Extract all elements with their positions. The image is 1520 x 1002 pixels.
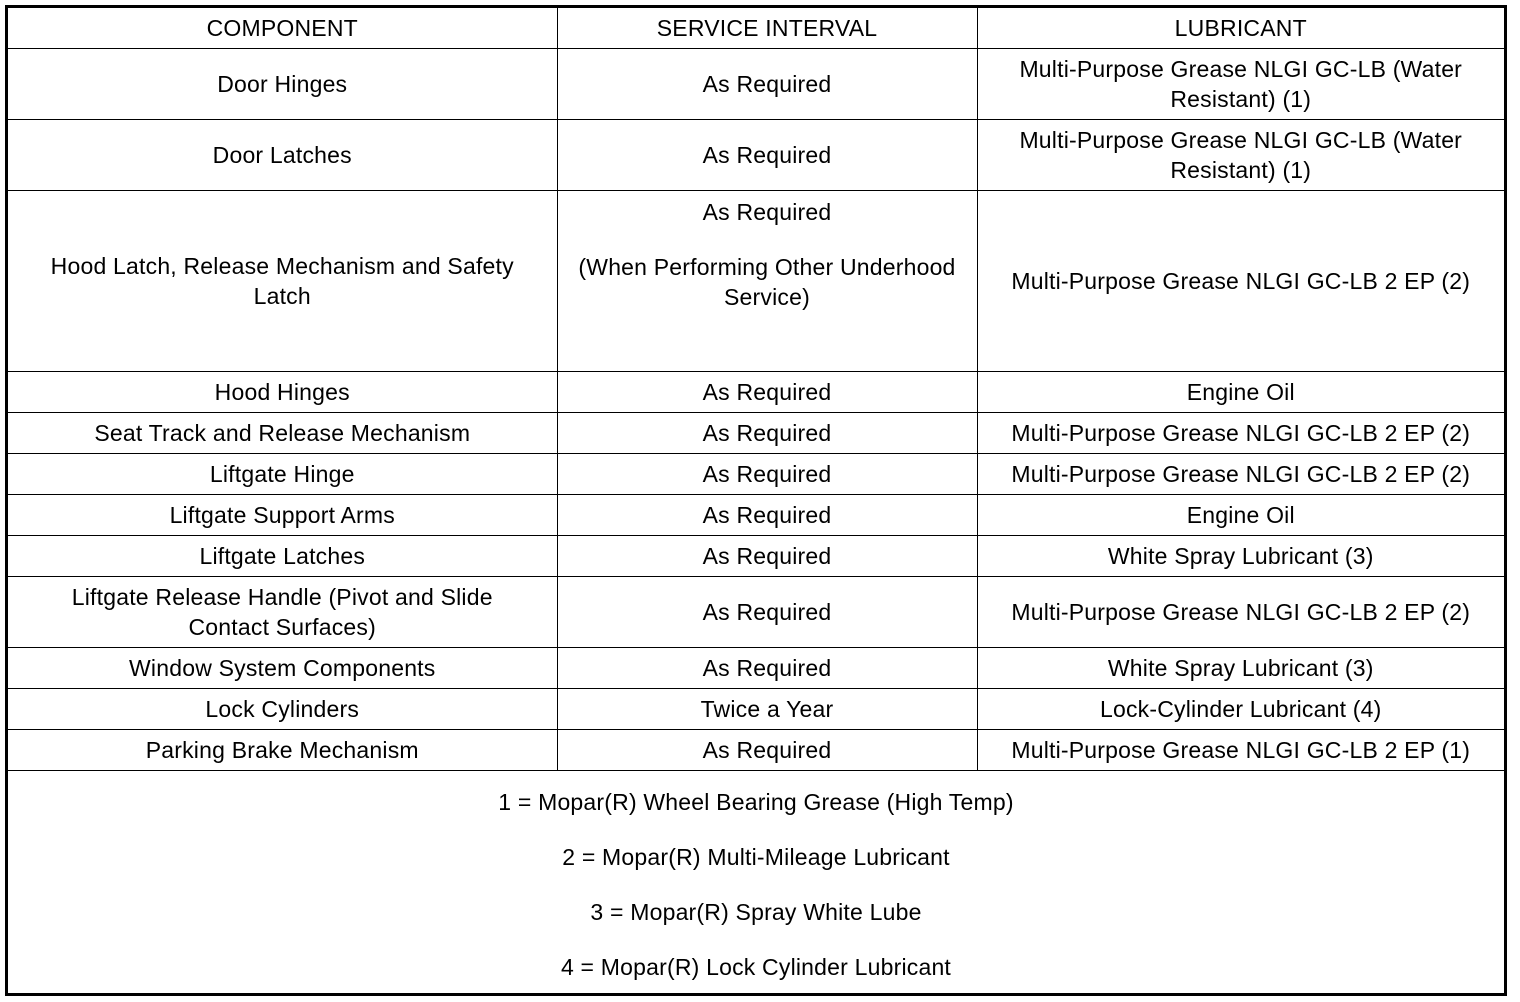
note-4: 4 = Mopar(R) Lock Cylinder Lubricant (560, 954, 952, 980)
interval-cell: As Required (557, 536, 977, 577)
interval-cell: Twice a Year (557, 689, 977, 730)
lubricant-cell: Multi-Purpose Grease NLGI GC-LB (Water Resistant) (1) (977, 120, 1504, 191)
component-cell: Hood Latch, Release Mechanism and Safety Latch (8, 191, 557, 372)
interval-text: As Required (702, 199, 832, 225)
table-row (8, 454, 1504, 495)
component-cell: Liftgate Hinge (8, 454, 557, 495)
header-component: COMPONENT (8, 8, 557, 49)
lubricant-cell: White Spray Lubricant (3) (977, 536, 1504, 577)
component-cell: Window System Components (8, 648, 557, 689)
note-1: 1 = Mopar(R) Wheel Bearing Grease (High Temp) (498, 789, 1014, 815)
lubricant-cell: Multi-Purpose Grease NLGI GC-LB 2 EP (1) (977, 730, 1504, 771)
table-row (8, 495, 1504, 536)
lubricant-cell: White Spray Lubricant (3) (977, 648, 1504, 689)
lubricant-cell: Multi-Purpose Grease NLGI GC-LB 2 EP (2) (977, 577, 1504, 648)
header-service-interval: SERVICE INTERVAL (557, 8, 977, 49)
table-row (8, 689, 1504, 730)
interval-cell: As Required (557, 372, 977, 413)
component-cell: Seat Track and Release Mechanism (8, 413, 557, 454)
table-row (8, 648, 1504, 689)
lubricant-cell: Multi-Purpose Grease NLGI GC-LB 2 EP (2) (977, 191, 1504, 372)
component-cell: Liftgate Support Arms (8, 495, 557, 536)
table-row (8, 120, 1504, 191)
interval-cell: As Required (557, 730, 977, 771)
notes-cell (8, 771, 1504, 996)
lubricant-cell: Multi-Purpose Grease NLGI GC-LB (Water Resistant) (1) (977, 49, 1504, 120)
lubricant-cell: Engine Oil (977, 495, 1504, 536)
note-2: 2 = Mopar(R) Multi-Mileage Lubricant (562, 844, 950, 870)
component-cell: Door Latches (8, 120, 557, 191)
component-cell: Liftgate Release Handle (Pivot and Slide Contact Surfaces) (8, 577, 557, 648)
lubricant-cell: Engine Oil (977, 372, 1504, 413)
component-cell: Hood Hinges (8, 372, 557, 413)
lubrication-table-frame (5, 5, 1507, 996)
header-row (8, 8, 1504, 49)
table-row (8, 577, 1504, 648)
interval-cell: As Required (557, 454, 977, 495)
component-cell: Door Hinges (8, 49, 557, 120)
header-lubricant: LUBRICANT (977, 8, 1504, 49)
interval-cell: As Required (557, 648, 977, 689)
lubricant-cell: Multi-Purpose Grease NLGI GC-LB 2 EP (2) (977, 413, 1504, 454)
interval-note: (When Performing Other Underhood Service) (578, 254, 956, 310)
table-row (8, 413, 1504, 454)
component-cell: Liftgate Latches (8, 536, 557, 577)
notes-row (8, 771, 1504, 996)
table-row (8, 372, 1504, 413)
interval-cell (557, 191, 977, 372)
note-3: 3 = Mopar(R) Spray White Lube (590, 899, 922, 925)
interval-cell: As Required (557, 120, 977, 191)
table-row (8, 536, 1504, 577)
component-cell: Lock Cylinders (8, 689, 557, 730)
interval-cell: As Required (557, 495, 977, 536)
table-row (8, 191, 1504, 372)
lubrication-table (8, 8, 1504, 995)
interval-cell: As Required (557, 577, 977, 648)
component-cell: Parking Brake Mechanism (8, 730, 557, 771)
lubricant-cell: Multi-Purpose Grease NLGI GC-LB 2 EP (2) (977, 454, 1504, 495)
table-row (8, 49, 1504, 120)
interval-cell: As Required (557, 413, 977, 454)
lubricant-cell: Lock-Cylinder Lubricant (4) (977, 689, 1504, 730)
table-row (8, 730, 1504, 771)
interval-cell: As Required (557, 49, 977, 120)
